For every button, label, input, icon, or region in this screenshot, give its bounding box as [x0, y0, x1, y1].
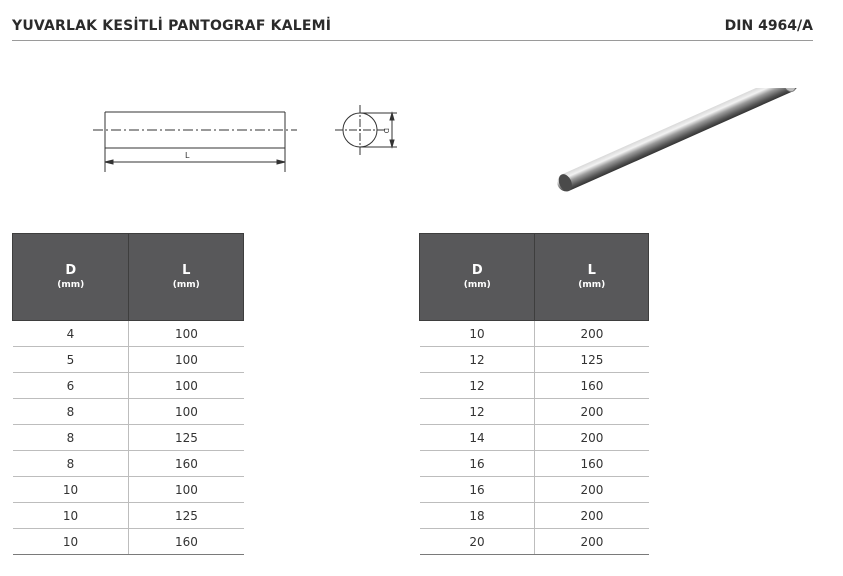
- table-row: [420, 321, 649, 347]
- header-l-unit: (mm): [172, 280, 200, 290]
- cell-diameter: 10: [13, 503, 129, 529]
- product-rod-image: [548, 88, 808, 203]
- cell-diameter: 20: [420, 529, 535, 555]
- header-d-unit: (mm): [57, 280, 85, 290]
- page-title: YUVARLAK KESİTLİ PANTOGRAF KALEMİ: [12, 18, 332, 34]
- length-label: L: [185, 151, 190, 160]
- standard-code: DIN 4964/A: [724, 18, 813, 34]
- cell-length: 200: [535, 529, 649, 555]
- table-row: [420, 373, 649, 399]
- table-row: [13, 399, 244, 425]
- header-l-label: L: [587, 263, 596, 278]
- header-d-label: D: [471, 263, 483, 278]
- table-row: [13, 529, 244, 555]
- cell-diameter: 14: [420, 425, 535, 451]
- table-row: [13, 477, 244, 503]
- header-l-label: L: [182, 263, 191, 278]
- table-row: [420, 451, 649, 477]
- cell-diameter: 18: [420, 503, 535, 529]
- cell-length: 125: [129, 503, 244, 529]
- cell-length: 100: [129, 399, 244, 425]
- cell-diameter: 8: [13, 425, 129, 451]
- cell-diameter: 10: [420, 321, 535, 347]
- cell-length: 160: [129, 451, 244, 477]
- cell-diameter: 5: [13, 347, 129, 373]
- cell-length: 100: [129, 321, 244, 347]
- cell-diameter: 16: [420, 477, 535, 503]
- cell-length: 125: [535, 347, 649, 373]
- cell-length: 100: [129, 347, 244, 373]
- cell-length: 160: [535, 451, 649, 477]
- table-row: [13, 347, 244, 373]
- cell-length: 100: [129, 477, 244, 503]
- cell-diameter: 10: [13, 529, 129, 555]
- cell-diameter: 4: [13, 321, 129, 347]
- cell-length: 200: [535, 321, 649, 347]
- cell-diameter: 12: [420, 399, 535, 425]
- header-divider: [12, 40, 813, 41]
- cell-diameter: 8: [13, 399, 129, 425]
- cell-diameter: 6: [13, 373, 129, 399]
- table-row: [13, 321, 244, 347]
- cell-length: 200: [535, 503, 649, 529]
- table-row: [13, 451, 244, 477]
- side-view: [93, 112, 297, 172]
- column-header-d: [420, 234, 535, 321]
- table-row: [13, 425, 244, 451]
- column-header-l: [129, 234, 244, 321]
- cell-length: 100: [129, 373, 244, 399]
- cell-diameter: 12: [420, 347, 535, 373]
- table-row: [420, 529, 649, 555]
- diameter-label: D: [382, 128, 390, 134]
- column-header-d: [13, 234, 129, 321]
- table-row: [13, 373, 244, 399]
- size-table-left: [12, 233, 244, 555]
- cell-length: 160: [535, 373, 649, 399]
- table-row: [420, 347, 649, 373]
- cell-length: 160: [129, 529, 244, 555]
- cell-length: 200: [535, 477, 649, 503]
- header-d-unit: (mm): [463, 280, 491, 290]
- technical-drawing: [85, 100, 405, 180]
- cell-diameter: 16: [420, 451, 535, 477]
- cell-diameter: 10: [13, 477, 129, 503]
- size-table-right: [419, 233, 649, 555]
- cell-length: 200: [535, 399, 649, 425]
- column-header-l: [535, 234, 649, 321]
- table-row: [420, 503, 649, 529]
- table-row: [420, 425, 649, 451]
- header-l-unit: (mm): [578, 280, 606, 290]
- cell-length: 200: [535, 425, 649, 451]
- cell-diameter: 8: [13, 451, 129, 477]
- table-row: [13, 503, 244, 529]
- header-d-label: D: [65, 263, 77, 278]
- table-row: [420, 399, 649, 425]
- cell-diameter: 12: [420, 373, 535, 399]
- cell-length: 125: [129, 425, 244, 451]
- table-row: [420, 477, 649, 503]
